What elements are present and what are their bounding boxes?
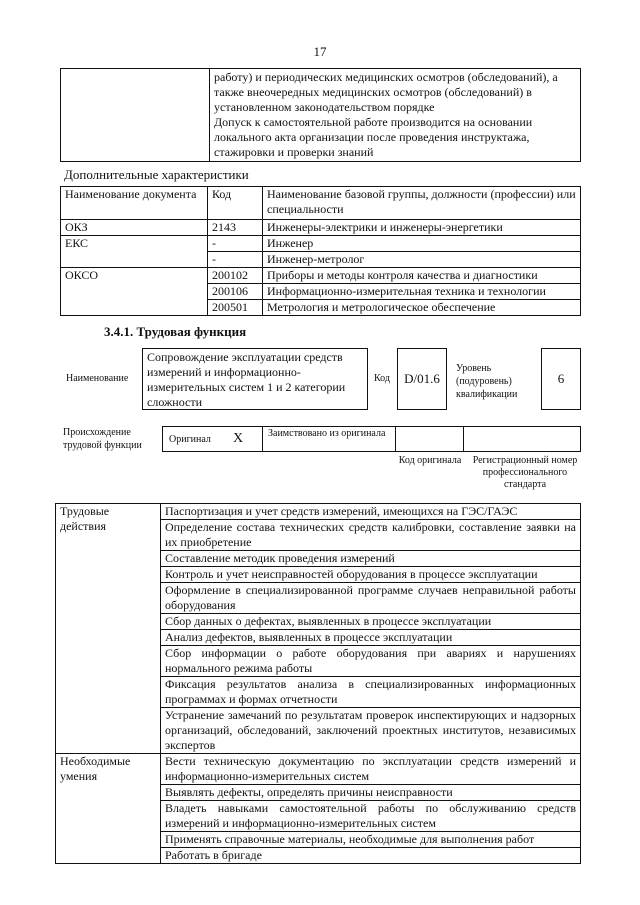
row-code: 200102	[208, 268, 263, 284]
labor-action-item: Составление методик проведения измерений	[161, 551, 581, 567]
additional-table	[60, 186, 581, 316]
row-name: Приборы и методы контроля качества и диагностики	[263, 268, 581, 284]
row-doc: ЕКС	[61, 236, 208, 268]
top-continuation-table	[60, 68, 581, 162]
function-code-box	[397, 348, 447, 410]
top-line: работу) и периодических медицинских осмотров (обследований), а	[214, 70, 558, 84]
name-label: Наименование	[66, 373, 129, 384]
top-empty-cell	[61, 69, 210, 162]
row-name: Инженер-метролог	[263, 252, 581, 268]
original-mark: X	[233, 431, 244, 446]
skill-item: Вести техническую документацию по эксплуатации средств измерений и информационно-измерительных систем	[161, 754, 581, 785]
top-line: локального акта организации после проведения инструктажа,	[214, 130, 530, 144]
top-line: стажировки и проверки знаний	[214, 145, 374, 159]
row-doc: ОКСО	[61, 268, 208, 316]
labor-table	[55, 503, 581, 864]
function-code-value: D/01.6	[404, 371, 440, 386]
header-group-name: Наименование базовой группы, должности (профессии) или специальности	[263, 187, 581, 220]
borrowed-label: Заимствовано из оригинала	[268, 428, 386, 439]
labor-action-item: Паспортизация и учет средств измерений, имеющихся на ГЭС/ГАЭС	[161, 504, 581, 520]
row-code: 200106	[208, 284, 263, 300]
top-line: установленном законодательством порядке	[214, 100, 435, 114]
labor-action-item: Сбор информации о работе оборудования при авариях и нарушениях нормального режима работы	[161, 646, 581, 677]
origin-label: Происхождение трудовой функции	[63, 427, 142, 451]
row-name: Инженер	[263, 236, 581, 252]
code-label: Код	[374, 373, 390, 384]
level-label: Уровень (подуровень) квалификации	[456, 363, 518, 400]
row-name: Информационно-измерительная техника и технологии	[263, 284, 581, 300]
header-code: Код	[208, 187, 263, 220]
original-label: Оригинал	[169, 434, 211, 445]
row-code: 2143	[208, 220, 263, 236]
labor-action-item: Контроль и учет неисправностей оборудования в процессе эксплуатации	[161, 567, 581, 583]
skills-label: Необходимые умения	[56, 754, 161, 864]
row-code: -	[208, 236, 263, 252]
reg-number-caption: Регистрационный номер профессионального стандарта	[472, 455, 578, 490]
additional-heading: Дополнительные характеристики	[64, 167, 249, 182]
origin-code-box	[395, 426, 464, 452]
skill-item: Работать в бригаде	[161, 848, 581, 864]
skill-item: Выявлять дефекты, определять причины неисправности	[161, 785, 581, 801]
origin-reg-box	[463, 426, 581, 452]
origin-original-box	[162, 426, 263, 452]
row-doc: ОКЗ	[61, 220, 208, 236]
labor-action-item: Определение состава технических средств калибровки, составление заявки на их приобретение	[161, 520, 581, 551]
row-name: Метрология и метрологическое обеспечение	[263, 300, 581, 316]
top-line: также внеочередных медицинских осмотров (обследований) в	[214, 85, 532, 99]
level-value: 6	[557, 371, 565, 386]
labor-action-item: Анализ дефектов, выявленных в процессе эксплуатации	[161, 630, 581, 646]
page-number: 17	[313, 44, 327, 59]
skill-item: Применять справочные материалы, необходимые для выполнения работ	[161, 832, 581, 848]
top-line: Допуск к самостоятельной работе производится на основании	[214, 115, 533, 129]
top-text-cell	[210, 69, 581, 162]
origin-borrowed-box	[262, 426, 396, 452]
function-heading: 3.4.1. Трудовая функция	[104, 324, 247, 339]
skill-item: Владеть навыками самостоятельной работы по обслуживанию средств измерений и информационно-измерительных систем	[161, 801, 581, 832]
row-code: 200501	[208, 300, 263, 316]
code-original-caption: Код оригинала	[398, 455, 462, 466]
row-name: Инженеры-электрики и инженеры-энергетики	[263, 220, 581, 236]
labor-actions-label: Трудовые действия	[56, 504, 161, 754]
function-name-box	[142, 348, 368, 410]
labor-action-item: Сбор данных о дефектах, выявленных в процессе эксплуатации	[161, 614, 581, 630]
level-box	[541, 348, 581, 410]
header-document: Наименование документа	[61, 187, 208, 220]
function-name-value: Сопровождение эксплуатации средств измерений и информационно-измерительных систем 1 и 2 категории сложности	[147, 350, 346, 409]
labor-action-item: Фиксация результатов анализа в специализированных информационных программах и формах отчетности	[161, 677, 581, 708]
labor-action-item: Оформление в специализированной программе случаев неправильной работы оборудования	[161, 583, 581, 614]
labor-action-item: Устранение замечаний по результатам проверок инспектирующих и надзорных организаций, обследований, заключений проектных институтов, независимых экспертов	[161, 708, 581, 754]
row-code: -	[208, 252, 263, 268]
